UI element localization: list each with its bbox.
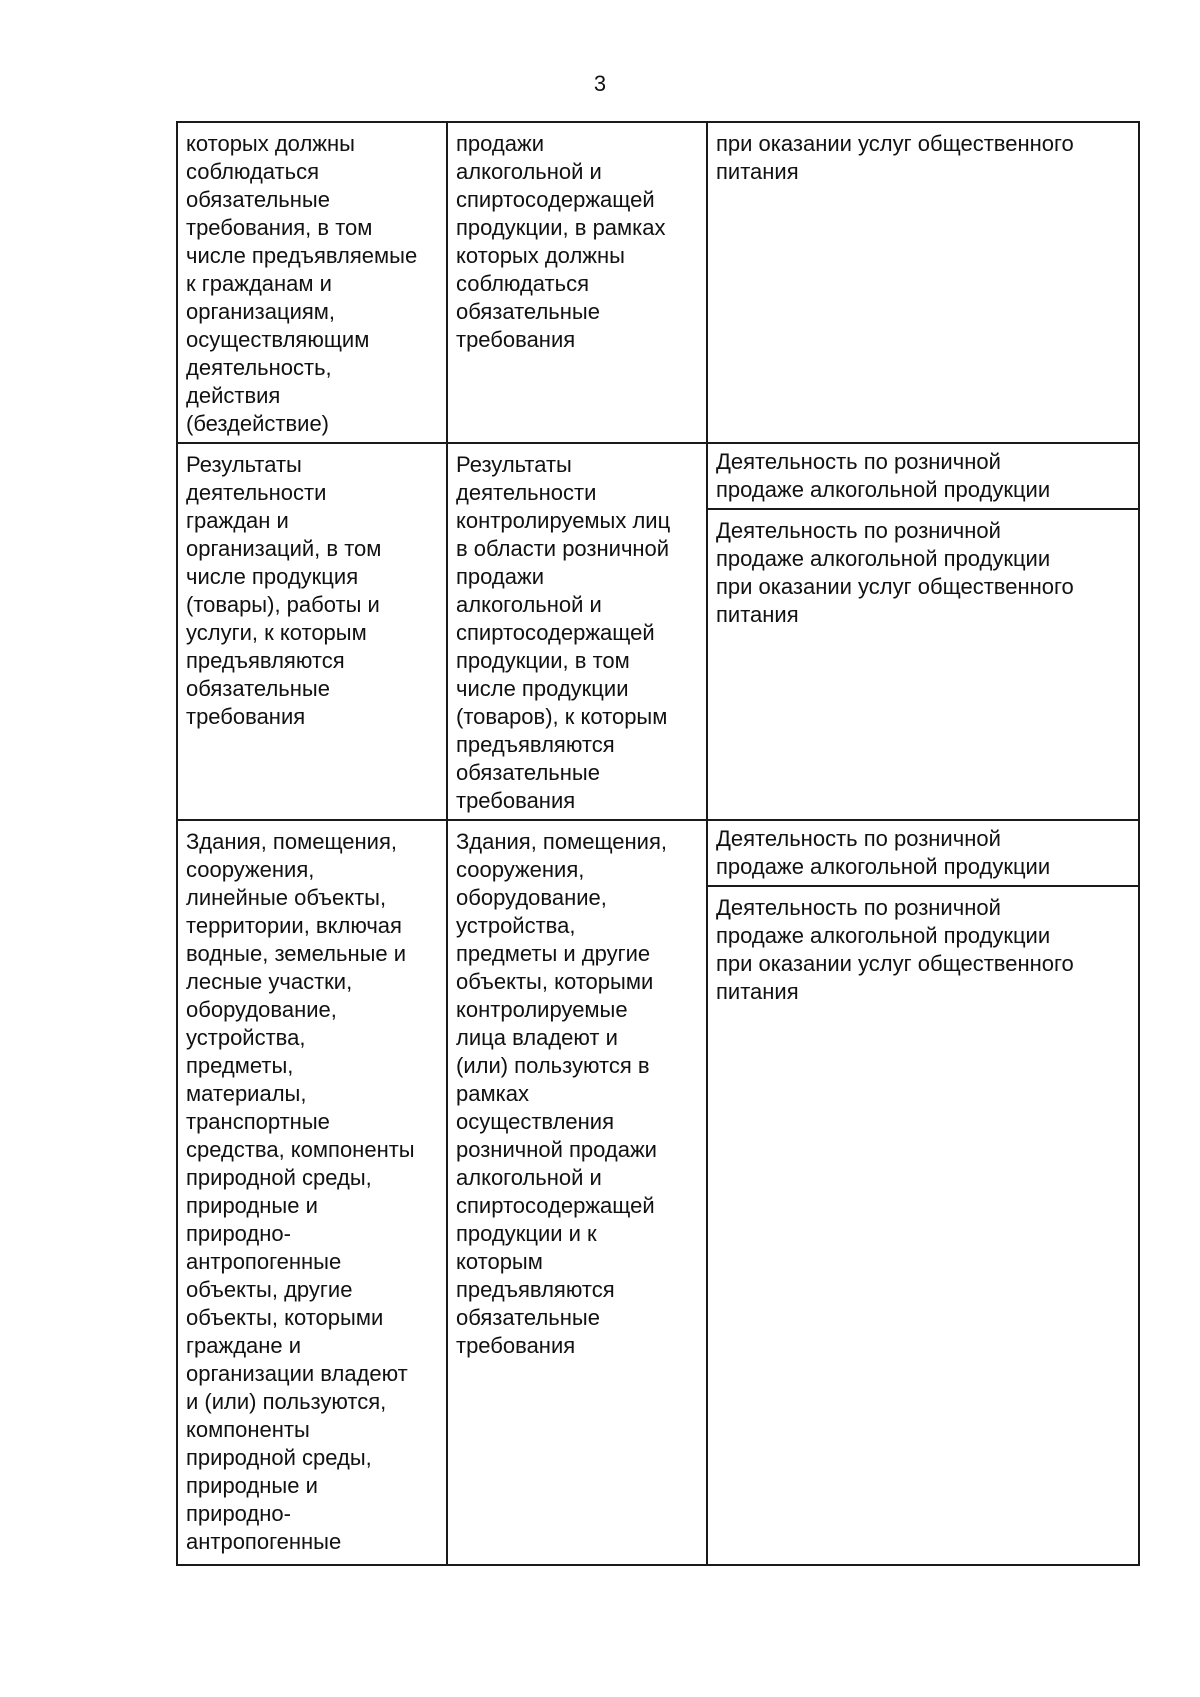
row3-activity-catering-cell: Деятельность по розничной продаже алкогольной продукции при оказании услуг общественного питания — [707, 886, 1139, 1565]
row2-description-cell: Результаты деятельности контролируемых лиц в области розничной продажи алкогольной и спиртосодержащей продукции, в том числе продукции (товаров), к которым предъявляются обязательные требования — [447, 443, 707, 820]
row1-description-cell: продажи алкогольной и спиртосодержащей продукции, в рамках которых должны соблюдаться обязательные требования — [447, 122, 707, 443]
row2-activity-catering-cell: Деятельность по розничной продаже алкогольной продукции при оказании услуг общественного питания — [707, 509, 1139, 820]
row2-activity-retail-cell: Деятельность по розничной продаже алкогольной продукции — [707, 443, 1139, 509]
table-row — [177, 820, 1139, 886]
row1-object-cell: которых должны соблюдаться обязательные требования, в том числе предъявляемые к гражданам и организациям, осуществляющим деятельность, действия (бездействие) — [177, 122, 447, 443]
table-row — [177, 443, 1139, 509]
document-table — [176, 121, 1140, 1566]
row3-object-cell: Здания, помещения, сооружения, линейные объекты, территории, включая водные, земельные и лесные участки, оборудование, устройства, предметы, материалы, транспортные средства, компоненты природной среды, природные и природно- антропогенные объекты, другие объекты, которыми граждане и организации владеют и (или) пользуются, компоненты природной среды, природные и природно- антропогенные — [177, 820, 447, 1565]
row3-description-cell: Здания, помещения, сооружения, оборудование, устройства, предметы и другие объекты, которыми контролируемые лица владеют и (или) пользуются в рамках осуществления розничной продажи алкогольной и спиртосодержащей продукции и к которым предъявляются обязательные требования — [447, 820, 707, 1565]
row2-object-cell: Результаты деятельности граждан и организаций, в том числе продукция (товары), работы и услуги, к которым предъявляются обязательные требования — [177, 443, 447, 820]
row1-activity-cell: при оказании услуг общественного питания — [707, 122, 1139, 443]
table-row — [177, 122, 1139, 443]
page-number: 3 — [593, 71, 607, 96]
row3-activity-retail-cell: Деятельность по розничной продаже алкогольной продукции — [707, 820, 1139, 886]
